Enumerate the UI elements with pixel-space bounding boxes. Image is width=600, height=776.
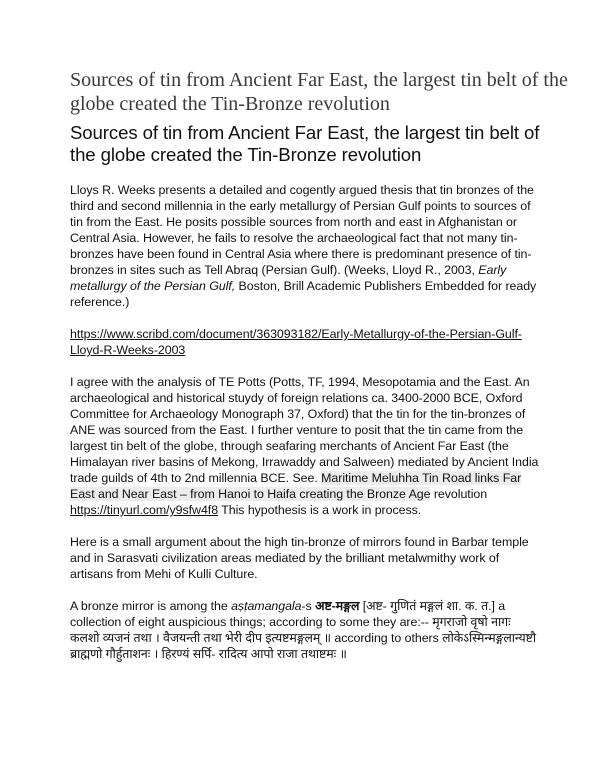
paragraph-barbar: Here is a small argument about the high tin-bronze of mirrors found in Barbar temple and in Sarasvati civilization areas mediated by the brilliant metalwmithy work of artisans from Mehi of Kulli Culture. xyxy=(70,535,529,581)
paragraph-weeks-text-b: Boston, Brill Academic Publishers Embedded for ready reference.) xyxy=(70,279,537,309)
paragraph-weeks-text-a: Lloys R. Weeks presents a detailed and cogently argued thesis that tin bronzes of the third and second millennia in the early metallurgy of Persian Gulf points to sources of tin from the East. He posits possible sources from north and east in Afghanistan or Central Asia. However, he fails to resolve the archaeological fact that not many tin-bronzes have been found in Central Asia where there is predominant presence of tin-bronzes in sites such as Tell Abraq (Persian Gulf). (Weeks, Lloyd R., 2003, xyxy=(70,183,534,277)
spacer xyxy=(70,582,540,598)
paragraph-mirror-sanskrit-bold: अष्ट-मङ्गल xyxy=(315,599,360,613)
paragraph-weeks xyxy=(70,182,540,310)
paragraph-potts xyxy=(70,374,540,518)
document-body xyxy=(70,122,540,662)
paragraph-weeks-italic: Early metallurgy of the Persian Gulf, xyxy=(70,263,507,293)
paragraph-scribd-link xyxy=(70,326,540,358)
spacer xyxy=(70,358,540,374)
paragraph-mirror-italic: aṣṭamangala xyxy=(231,599,302,613)
paragraph-potts-text-a: I agree with the analysis of TE Potts (Potts, TF, 1994, Mesopotamia and the East. An archaeological and historical stuydy of foreign relations ca. 3400-2000 BCE, Oxford Committee for Archaeology Monograph 37, Oxford) that the tin for the tin-bronzes of ANE was sourced from the East. I further venture to posit that the tin came from the largest tin belt of the globe, through seafaring merchants of Ancient Far East (the Himalayan river basins of Mekong, Irrawaddy and Salween) mediated by Ancient India trade guilds of 4th to 2nd millennia BCE. See. xyxy=(70,375,539,485)
paragraph-mirror-text-c: [अष्ट- गुणितं मङ्गलं शा. क. त.] a collection of eight auspicious things; according to some they are:-- मृगराजो वृषो नागः कलशो व्यजनं तथा । वैजयन्ती तथा भेरी दीप इत्यष्टमङ्गलम् ॥ according to others लोकेऽस्मिन्मङ्गलान्यष्टौ ब्राह्मणो गौर्हुताशनः । हिरण्यं सर्पि- रादित्य आपो राजा तथाष्टमः ॥ xyxy=(70,599,537,661)
spacer xyxy=(70,518,540,534)
paragraph-mirror xyxy=(70,598,540,662)
paragraph-potts-highlight: Maritime Meluhha Tin Road links Far East and Near East – from Hanoi to Haifa creating the Bronze Age xyxy=(70,471,522,501)
paragraph-mirror-text-a: A bronze mirror is among the xyxy=(70,599,232,613)
article-heading: Sources of tin from Ancient Far East, the largest tin belt of the globe created the Tin-Bronze revolution xyxy=(70,122,540,165)
paragraph-mirror-text-b: -s xyxy=(301,599,316,613)
paragraph-potts-text-c: This hypothesis is a work in process. xyxy=(218,503,422,517)
page-header-title: Sources of tin from Ancient Far East, the largest tin belt of the globe created the Tin-Bronze revolution xyxy=(70,69,568,115)
spacer xyxy=(70,310,540,326)
tinyurl-link[interactable]: https://tinyurl.com/y9sfw4f8 xyxy=(70,503,219,517)
paragraph-potts-text-b: revolution xyxy=(430,487,488,501)
scribd-link[interactable]: https://www.scribd.com/document/363093182/Early-Metallurgy-of-the-Persian-Gulf-Lloyd-R-Weeks-2003 xyxy=(70,327,522,357)
